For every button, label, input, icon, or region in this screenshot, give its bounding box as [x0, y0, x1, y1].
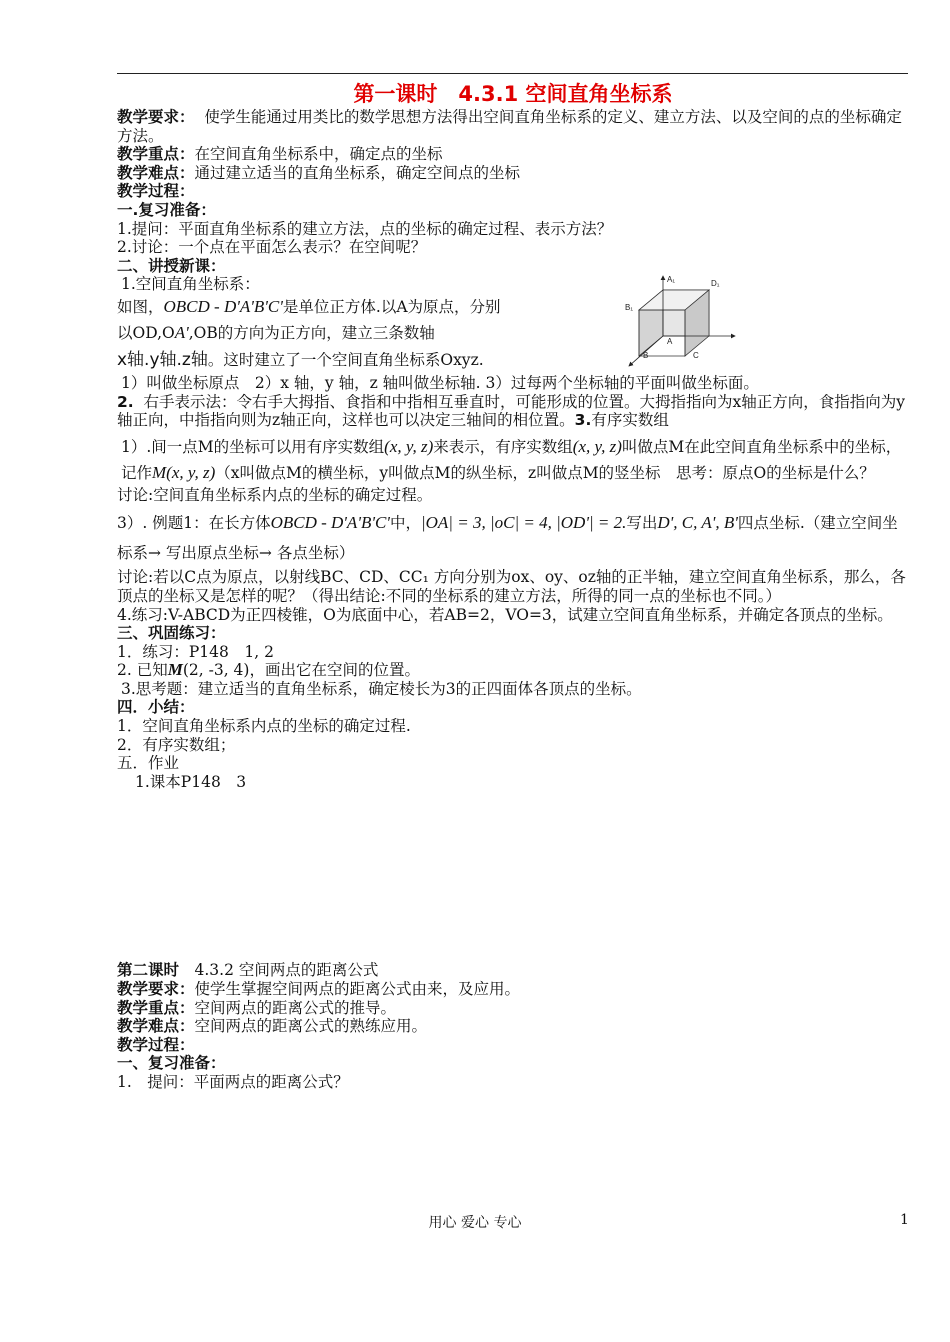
- s2-prep-heading: 一、复习准备：: [117, 1054, 226, 1073]
- consolidation-3: 3.思考题：建立适当的直角坐标系，确定棱长为3的正四面体各顶点的坐标。: [121, 679, 642, 698]
- s2-difficulty-label: 教学难点：: [117, 1017, 195, 1036]
- section2-title: [117, 961, 909, 980]
- s2-key-text: 空间两点的距离公式的推导。: [194, 998, 397, 1017]
- consolidation-2-text: 2. 已知: [117, 661, 168, 680]
- prep-question-1: 1.提问：平面直角坐标系的建立方法，点的坐标的确定过程、表示方法？: [117, 219, 613, 238]
- target-points: D', C, A', B': [657, 513, 738, 533]
- origin-axes-planes: 1）叫做坐标原点 2）x 轴，y 轴，z 轴叫做坐标轴. 3）过每两个坐标轴的平面叫做坐标面。: [121, 373, 759, 392]
- cube-intro-rest: 是单位正方体.以A为原点，分别: [282, 297, 501, 316]
- key-text: 在空间直角坐标系中，确定点的坐标: [194, 145, 443, 164]
- s2-key-label: 教学重点：: [117, 998, 195, 1017]
- axes-names: x轴.y轴.z轴: [117, 349, 208, 370]
- summary-2: 2．有序实数组；: [117, 735, 236, 754]
- coordinate-system-defined: [117, 346, 909, 374]
- s2-key: [117, 999, 909, 1018]
- consolidation-2: [117, 661, 909, 680]
- document-body: [117, 80, 909, 1092]
- section2-title-text: 4.3.2 空间两点的距离公式: [179, 961, 379, 980]
- label-c: C: [693, 351, 699, 360]
- example-text-d: 四点坐标.（建立空间坐标系→ 写出原点坐标→ 各点坐标）: [117, 514, 898, 563]
- example-1: [117, 508, 909, 568]
- definition-text-d: （x叫做点M的横坐标，y叫做点M的纵坐标，z叫做点M的竖坐标 思考：原点O的坐标是什么？: [215, 463, 875, 482]
- point-m: M: [167, 660, 183, 680]
- cuboid-formula: OBCD - D'A'B'C': [270, 513, 390, 533]
- coordinate-system-title: 1.空间直角坐标系：: [121, 275, 260, 294]
- requirement-label: 教学要求：: [117, 108, 195, 126]
- label-b: B: [643, 351, 649, 360]
- discussion-2: 讨论:若以C点为原点，以射线BC、CD、CC₁ 方向分别为ox、oy、oz轴的正半轴，建立空间直角坐标系，那么，各顶点的坐标又是怎样的呢？（得出结论:不同的坐标系的建立方法，所得的同一点的坐标也不同。）: [117, 568, 906, 605]
- definition-text-b: 来表示，有序实数组: [433, 437, 573, 456]
- cube-formula: OBCD - D'A'B'C': [163, 296, 283, 316]
- ordered-triple-title: 有序实数组: [591, 411, 669, 430]
- s2-difficulty-text: 空间两点的距离公式的熟练应用。: [194, 1017, 428, 1036]
- footer-slogan: 用心 爱心 专心: [428, 1215, 522, 1231]
- teaching-difficulty: [117, 164, 909, 183]
- triple-xyz-2: (x, y, z): [572, 436, 622, 456]
- s2-process-label: 教学过程：: [117, 1035, 195, 1054]
- cube-intro-text: 如图，: [117, 297, 164, 316]
- consolidation-heading: 三、巩固练习：: [117, 624, 226, 643]
- axes-direction-text: 以OD,O: [117, 323, 175, 342]
- requirement-text: 使学生能通过用类比的数学思想方法得出空间直角坐标系的定义、建立方法、以及空间的点的坐标确定方法。: [117, 108, 902, 145]
- label-b1: B₁: [625, 303, 634, 312]
- homework-1: 1.课本P148 3: [135, 772, 247, 791]
- header-rule: [117, 73, 908, 74]
- right-hand-text: 右手表示法：令右手大拇指、食指和中指相互垂直时，可能形成的位置。大拇指指向为x轴正方向，食指指向为y轴正向，中指指向则为z轴正向，这样也可以决定三轴间的相位置。: [117, 392, 906, 430]
- process-label: 教学过程：: [117, 182, 195, 201]
- axis-a-prime: A': [174, 322, 189, 342]
- point-coordinates-definition: [117, 434, 909, 486]
- edge-lengths: |OA| = 3, |oC| = 4, |OD'| = 2.: [420, 513, 627, 533]
- prep-question-2: 2.讨论：一个点在平面怎么表示？在空间呢？: [117, 238, 427, 257]
- difficulty-text: 通过建立适当的直角坐标系，确定空间点的坐标: [194, 163, 521, 182]
- section1-title: 第一课时 4.3.1 空间直角坐标系: [353, 82, 673, 106]
- teaching-key: [117, 145, 909, 164]
- key-label: 教学重点：: [117, 145, 195, 164]
- discussion-1: 讨论:空间直角坐标系内点的坐标的确定过程。: [117, 485, 433, 504]
- s2-requirement-label: 教学要求：: [117, 980, 195, 999]
- example-text-c: 写出: [626, 514, 658, 533]
- label-d1: D₁: [711, 279, 720, 288]
- homework-heading: 五．作业: [117, 754, 180, 773]
- prep-heading: 一.复习准备：: [117, 200, 216, 219]
- label-a1: A₁: [667, 275, 676, 284]
- s2-prep-question-1: 1. 提问：平面两点的距离公式？: [117, 1073, 349, 1091]
- example-text-a: 3）. 例题1：在长方体: [117, 514, 271, 533]
- label-a: A: [667, 337, 673, 346]
- summary-1: 1．空间直角坐标系内点的坐标的确定过程.: [117, 717, 411, 736]
- item-3-number: 3.: [574, 411, 592, 430]
- section2-title-label: 第二课时: [117, 961, 180, 980]
- cube-intro: [117, 294, 609, 320]
- page-number: 1: [900, 1212, 909, 1228]
- right-hand-rule: [117, 393, 909, 430]
- new-lesson-heading: 二、讲授新课：: [117, 256, 226, 275]
- point-m-notation: M(x, y, z): [152, 462, 216, 482]
- axes-direction: [117, 320, 609, 346]
- unit-cube-figure: [623, 270, 745, 374]
- consolidation-1: 1．练习：P148 1, 2: [117, 642, 274, 661]
- practice-4: 4.练习:V-ABCD为正四棱锥，O为底面中心，若AB=2，VO=3，试建立空间直角坐标系，并确定各顶点的坐标。: [117, 605, 893, 624]
- consolidation-2-rest: (2, -3, 4)，画出它在空间的位置。: [182, 661, 420, 680]
- s2-difficulty: [117, 1017, 909, 1036]
- item-2-number: 2.: [117, 392, 134, 411]
- s2-requirement-text: 使学生掌握空间两点的距离公式由来，及应用。: [194, 980, 521, 999]
- s2-requirement: [117, 980, 909, 999]
- example-text-b: 中，: [389, 514, 421, 533]
- definition-text-a: 1）.间一点M的坐标可以用有序实数组: [121, 437, 385, 456]
- coordinate-system-text: 。这时建立了一个空间直角坐标系Oxyz.: [207, 350, 484, 369]
- definition-text-c: 叫做点M在此空间直角坐标系中的坐标，记作: [121, 437, 902, 482]
- teaching-requirement: [117, 108, 909, 145]
- summary-heading: 四．小结：: [117, 698, 195, 717]
- difficulty-label: 教学难点：: [117, 163, 195, 182]
- triple-xyz-1: (x, y, z): [384, 436, 434, 456]
- axes-direction-rest: ,OB的方向为正方向，建立三条数轴: [188, 323, 435, 342]
